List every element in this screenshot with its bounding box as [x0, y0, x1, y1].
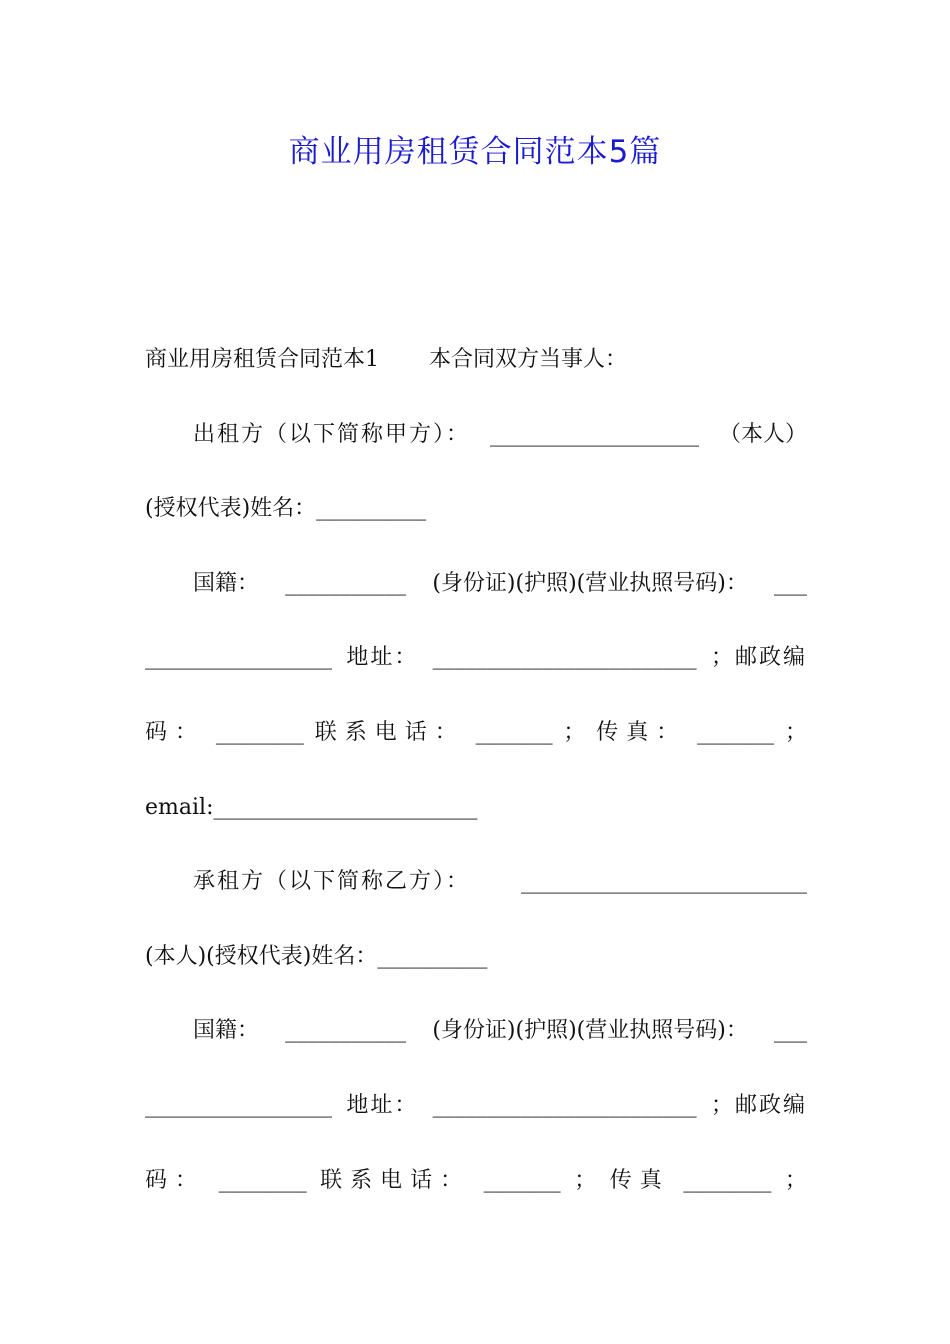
nationality-label: 国籍：	[193, 571, 260, 596]
section-heading-line	[145, 343, 807, 377]
address-label: 地址：	[346, 1093, 419, 1118]
id-number-blank-cont: _________________	[145, 1093, 332, 1118]
fax-label: 传真	[609, 1168, 670, 1193]
lessee-name-line	[145, 940, 807, 974]
email-label: email:	[145, 795, 214, 820]
lessor-line	[145, 418, 807, 452]
lessor-label: 出租方（以下简称甲方）：	[193, 422, 471, 447]
address-blank: ________________________	[432, 645, 697, 670]
id-number-blank: ___	[773, 571, 807, 596]
id-number-blank-cont: _________________	[145, 645, 332, 670]
lessor-nationality-line	[145, 567, 807, 601]
address-blank: ________________________	[432, 1093, 697, 1118]
lessor-email-line	[145, 791, 807, 825]
fax-label: 传真：	[596, 720, 687, 745]
id-number-blank: ___	[773, 1018, 807, 1043]
postcode-label: ；邮政编	[710, 645, 807, 670]
nationality-label: 国籍：	[193, 1018, 260, 1043]
parties-intro: 本合同双方当事人：	[429, 347, 628, 372]
nationality-blank: ___________	[285, 571, 407, 596]
phone-label: 联系电话：	[320, 1168, 471, 1193]
lessor-name-blank: __________	[316, 496, 427, 521]
lessee-blank: __________________________	[521, 869, 807, 894]
id-number-label: (身份证)(护照)(营业执照号码)：	[432, 571, 748, 596]
semicolon: ；	[784, 1168, 807, 1193]
fax-blank: _______	[697, 720, 775, 745]
section-heading: 商业用房租赁合同范本1	[145, 347, 379, 372]
lessee-address-line	[145, 1089, 807, 1123]
semicolon: ；	[563, 720, 586, 745]
lessee-name-blank: __________	[377, 944, 488, 969]
phone-blank: _______	[483, 1168, 561, 1193]
nationality-blank: ___________	[285, 1018, 407, 1043]
id-number-label: (身份证)(护照)(营业执照号码)：	[432, 1018, 748, 1043]
postcode-label-cont: 码：	[145, 1168, 206, 1193]
lessor-address-line	[145, 641, 807, 675]
document-title: 商业用房租赁合同范本5篇	[288, 134, 662, 170]
postcode-blank: ________	[218, 1168, 307, 1193]
lessor-name-label: (授权代表)姓名：	[145, 496, 317, 521]
lessor-blank: ___________________	[490, 422, 699, 447]
phone-label: 联系电话：	[314, 720, 465, 745]
semicolon: ；	[784, 720, 807, 745]
lessee-line	[145, 865, 807, 899]
lessee-contact-line	[145, 1164, 807, 1198]
phone-blank: _______	[475, 720, 553, 745]
lessee-label: 承租方（以下简称乙方）：	[193, 869, 471, 894]
postcode-blank: ________	[215, 720, 304, 745]
lessor-self-label: （本人）	[718, 422, 807, 447]
postcode-label-cont: 码：	[145, 720, 206, 745]
fax-blank: ________	[683, 1168, 772, 1193]
semicolon: ；	[574, 1168, 597, 1193]
postcode-label: ；邮政编	[710, 1093, 807, 1118]
lessee-name-label: (本人)(授权代表)姓名：	[145, 944, 378, 969]
lessee-nationality-line	[145, 1014, 807, 1048]
lessor-contact-line	[145, 716, 807, 750]
lessor-name-line	[145, 492, 807, 526]
email-blank: ________________________	[213, 795, 478, 820]
address-label: 地址：	[346, 645, 419, 670]
